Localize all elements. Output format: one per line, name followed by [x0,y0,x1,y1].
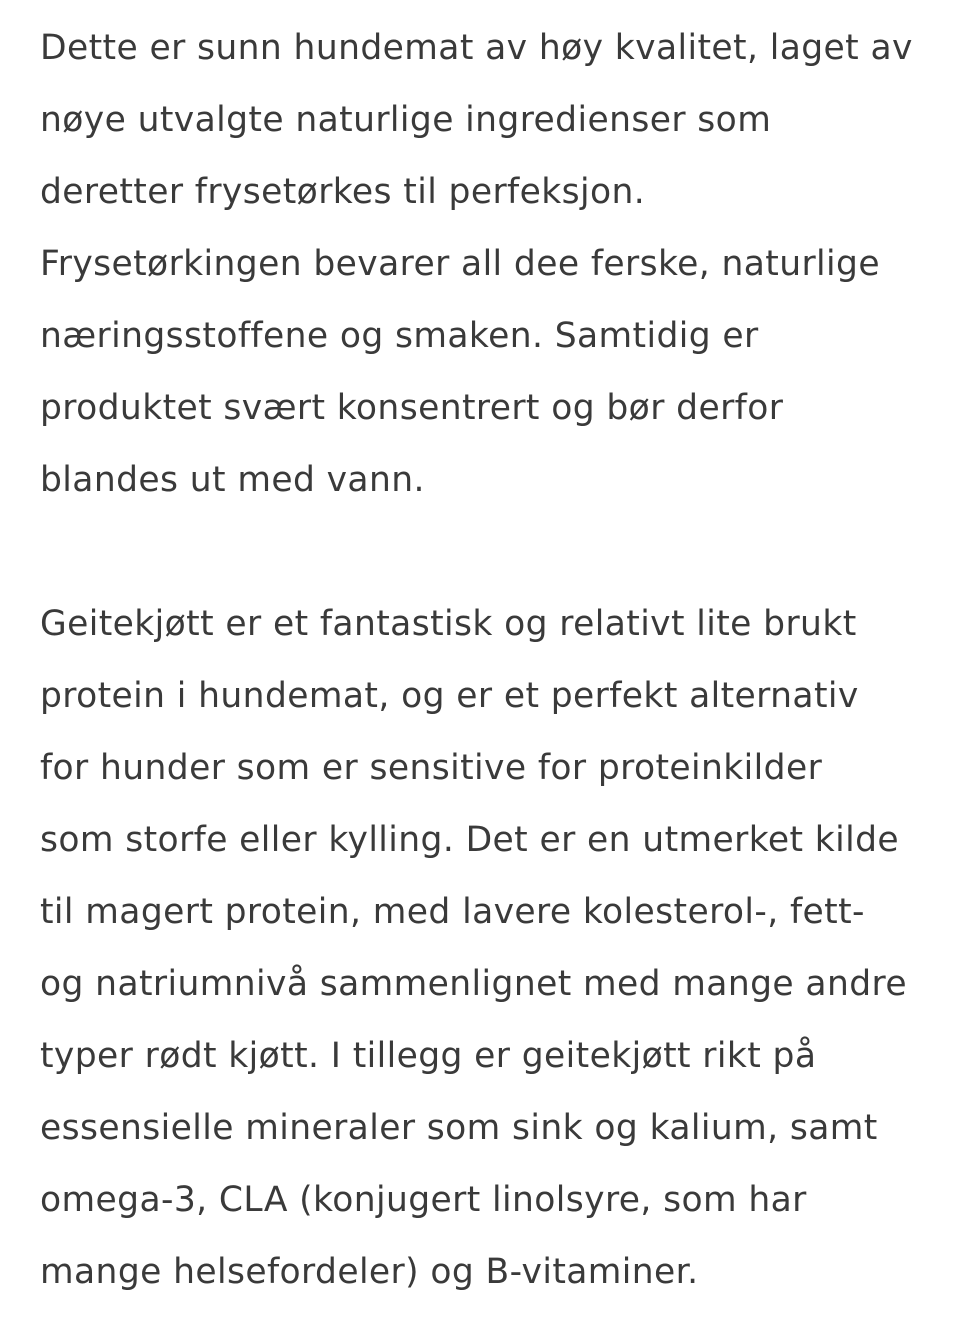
paragraph-line: som storfe eller kylling. Det er en utmerket kilde [40,820,900,860]
paragraph-line: Geitekjøtt er et fantastisk og relativt lite brukt [40,604,857,644]
paragraph-line: nøye utvalgte naturlige ingredienser som [40,100,772,140]
paragraph-line: deretter frysetørkes til perfeksjon. [40,172,646,212]
paragraph-line: omega-3, CLA (konjugert linolsyre, som har [40,1180,807,1220]
paragraph-line: protein i hundemat, og er et perfekt alternativ [40,676,859,716]
paragraph-line: essensielle mineraler som sink og kalium, samt [40,1108,878,1148]
paragraph-line: næringsstoffene og smaken. Samtidig er [40,316,759,356]
paragraph-line: mange helsefordeler) og B-vitaminer. [40,1252,699,1292]
paragraph-line: produktet svært konsentrert og bør derfor [40,388,784,428]
paragraph-line: Dette er sunn hundemat av høy kvalitet, laget av [40,28,913,68]
paragraph-line: typer rødt kjøtt. I tillegg er geitekjøtt rikt på [40,1036,817,1076]
product-description [40,12,940,1308]
paragraph-line: Frysetørkingen bevarer all dee ferske, naturlige [40,244,880,284]
paragraph-line: til magert protein, med lavere kolesterol-, fett- [40,892,865,932]
description-paragraph-1 [40,12,940,516]
paragraph-line: og natriumnivå sammenlignet med mange andre [40,964,907,1004]
paragraph-line: for hunder som er sensitive for proteinkilder [40,748,823,788]
paragraph-spacer [40,516,940,588]
description-paragraph-2 [40,588,940,1308]
paragraph-line: blandes ut med vann. [40,460,425,500]
